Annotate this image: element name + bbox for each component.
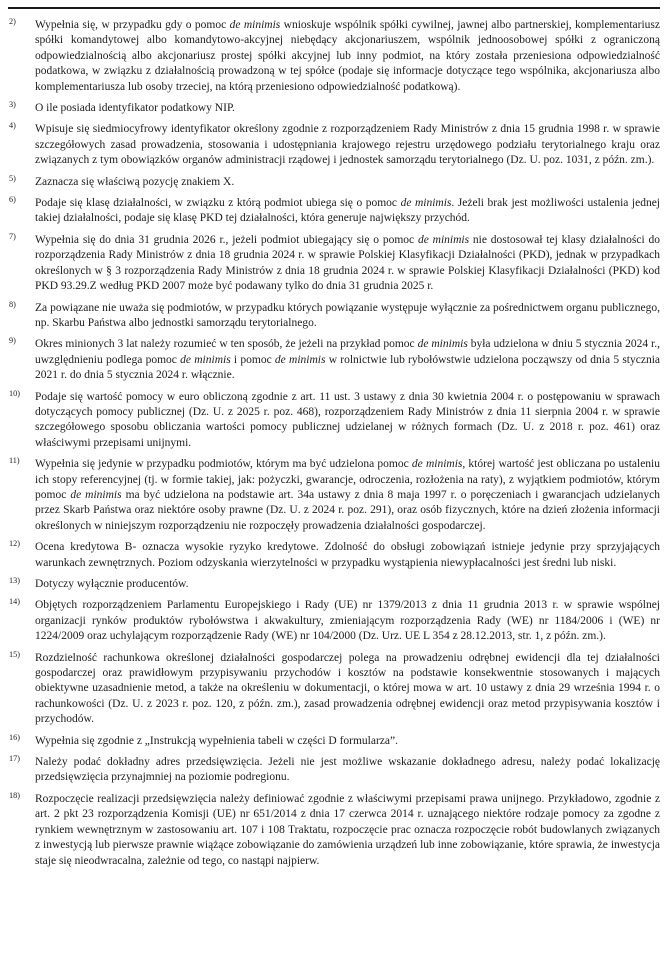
footnote-text (35, 123, 660, 166)
plain-text: Rozpoczęcie realizacji przedsięwzięcia należy definiować zgodnie z właściwymi przepisami prawa unijnego. Przykładowo, zgodnie z art. 2 pkt 23 rozporządzenia Komisji (UE) nr 651/2014 z dnia 17 czerwca 2014 r. uznającego niektóre rodzaje pomocy za zgodne z rynkiem wewnętrznym w zastosowaniu art. 107 i 108 Traktatu, rozpoczęcie prac oznacza rozpoczęcie robót budowlanych związanych z inwestycją lub pierwsze prawnie wiążące zobowiązanie do zamówienia urządzeń lub inne zobowiązanie, które sprawia, że inwestycja staje się nieodwracalna, zależnie od tego, co nastąpi najpierw. (35, 792, 660, 867)
footnote (8, 755, 660, 786)
plain-text: , której wartość jest obliczana po ustaleniu ich stopy referencyjnej (tj. w formie takiej, jak: pożyczki, gwarancje, odroczenia, rozłożenia na raty), z wyjątkiem podmiotów, którym pomoc (35, 458, 660, 501)
footnote-marker: 10) (9, 388, 20, 398)
footnote-marker: 17) (9, 754, 20, 764)
plain-text: Należy podać dokładny adres przedsięwzięcia. Jeżeli nie jest możliwe wskazanie dokładnego adresu, należy podać lokalizację przedsięwzięcia przynajmniej na poziomie podregionu. (35, 756, 660, 784)
footnote-text (35, 19, 660, 93)
footnote (8, 792, 660, 869)
plain-text: . Jeżeli brak jest możliwości ustalenia jednej takiej działalności, podaje się klasę PKD tej działalności, która generuje największy przychód. (35, 197, 661, 225)
plain-text: Zaznacza się właściwą pozycję znakiem X. (35, 175, 235, 188)
footnote (8, 233, 660, 295)
footnote-text (35, 793, 660, 867)
emphasis-text: de minimis (229, 19, 281, 31)
plain-text: w rolnictwie lub rybołówstwie udzielona począwszy od dnia 5 stycznia 2021 r. do dnia 5 stycznia 2024 r. włącznie. (35, 353, 661, 382)
footnote-marker: 3) (9, 100, 16, 110)
footnote (8, 577, 660, 592)
footnote-text (35, 338, 660, 381)
footnote (8, 651, 660, 728)
footnote-marker: 11) (9, 456, 20, 466)
footnote-text (35, 391, 660, 449)
emphasis-text: de minimis (417, 338, 468, 351)
footnote (8, 598, 660, 644)
footnote-marker: 14) (9, 597, 20, 607)
footnote-text (35, 578, 189, 590)
plain-text: Za powiązane nie uważa się podmiotów, w przypadku których powiązanie występuje wyłącznie za pośrednictwem organu publicznego, np. Skarbu Państwa albo jednostki samorządu terytorialnego. (35, 301, 660, 329)
plain-text: Podaje się wartość pomocy w euro obliczoną zgodnie z art. 11 ust. 3 ustawy z dnia 30 kwietnia 2004 r. o postępowaniu w sprawach dotyczących pomocy publicznej (Dz. U. z 2025 r. poz. 468), rozporządzeniem Rady Ministrów z dnia 11 sierpnia 2004 r. w sprawie szczegółowego sposobu obliczania wartości pomocy publicznej udzielanej w różnych formach (Dz. U. z 2018 r. poz. 461) oraz właściwymi przepisami unijnymi. (35, 390, 660, 449)
plain-text: O ile posiada identyfikator podatkowy NIP. (35, 102, 235, 115)
footnote-text (35, 735, 398, 747)
emphasis-text: de minimis (70, 488, 122, 501)
footnote-marker: 6) (9, 195, 16, 205)
footnote-marker: 15) (9, 649, 20, 659)
plain-text: Dotyczy wyłącznie producentów. (35, 578, 189, 590)
footnote-text (35, 458, 660, 532)
emphasis-text: de minimis (400, 197, 452, 210)
footnote (8, 337, 660, 383)
footnote (8, 301, 660, 332)
plain-text: Objętych rozporządzeniem Parlamentu Europejskiego i Rady (UE) nr 1379/2013 z dnia 11 grudnia 2013 r. w sprawie wspólnej organizacji rynków produktów rybołówstwa i akwakultury, zmieniającym rozporządzenia Rady (WE) nr 1184/2006 i (WE) nr 1224/2009 oraz uchylającym rozporządzenie Rady (WE) nr 104/2000 (Dz. Urz. UE L 354 z 28.12.2013, str. 1, z późn. zm.). (35, 599, 660, 643)
emphasis-text: de minimis (417, 233, 470, 246)
plain-text: Ocena kredytowa B- oznacza wysokie ryzyko kredytowe. Zdolność do obsługi zobowiązań istnieje jedynie przy sprzyjających warunkach zewnętrznych. Poziom odzyskania wierzytelności w przypadku wystąpienia niewypłacalności jest średni lub niski. (35, 541, 660, 569)
plain-text: i pomoc (230, 353, 275, 366)
footnote-marker: 9) (9, 336, 16, 346)
footnote-text (35, 541, 660, 568)
footnote-text (35, 234, 660, 292)
footnote (8, 734, 660, 749)
footnote (8, 18, 660, 95)
footnote-marker: 16) (9, 732, 20, 742)
plain-text: Wpisuje się siedmiocyfrowy identyfikator określony zgodnie z rozporządzeniem Rady Ministrów z dnia 15 grudnia 1998 r. w sprawie szczegółowych zasad prowadzenia, stosowania i udostępniania krajowego rejestru urzędowego podziału terytorialnego kraju oraz związanych z tym obowiązków organów administracji rządowej i jednostek samorządu terytorialnego (Dz. U. poz. 1031, z późn. zm.). (35, 123, 660, 167)
footnote (8, 101, 660, 116)
plain-text: ma być udzielona na podstawie art. 34a ustawy z dnia 8 maja 1997 r. o poręczeniach i gwarancjach udzielanych przez Skarb Państwa oraz niektóre osoby prawne (Dz. U. z 2024 r. poz. 291), oraz osób fizycznych, które na dzień złożenia informacji określonych w niniejszym rozporządzeniu nie rozpoczęły prowadzenia działalności gospodarczej. (35, 488, 660, 532)
footnote (8, 457, 660, 534)
footnotes-list (8, 18, 660, 869)
footnote-text (35, 197, 660, 224)
footnote (8, 122, 660, 168)
plain-text: wnioskuje wspólnik spółki cywilnej, jawnej albo partnerskiej, komplementariusz spółki komandytowej albo komandytowo-akcyjnej niebędący akcjonariuszem, wspólnik jednoosobowej spółki z ograniczoną odpowiedzialnością albo akcjonariusz prostej spółki akcyjnej lub inny podmiot, na który została przeniesiona odpowiedzialność podatkowa, w związku z działalnością prowadzoną w tej spółce (podaje się informacje dotyczące tego wspólnika, akcjonariusza albo komplementariusza lub osoby trzeciej, na którą przeniesiono odpowiedzialność podatkową). (35, 19, 660, 93)
footnote (8, 390, 660, 452)
emphasis-text: de minimis (411, 458, 463, 471)
footnote-text (35, 176, 234, 188)
footnote-marker: 18) (9, 790, 20, 800)
footnote-marker: 2) (9, 17, 16, 26)
plain-text: Okres minionych 3 lat należy rozumieć w ten sposób, że jeżeli na przykład pomoc (35, 338, 418, 351)
footnote-text (35, 652, 660, 726)
plain-text: Wypełnia się jedynie w przypadku podmiotów, którym ma być udzielona pomoc (35, 458, 412, 471)
footnote-marker: 13) (9, 576, 20, 585)
footnote (8, 175, 660, 190)
footnote-text (35, 599, 660, 642)
plain-text: Wypełnia się, w przypadku gdy o pomoc (35, 19, 230, 31)
footnote-marker: 5) (9, 173, 16, 183)
footnote-text (35, 756, 660, 783)
plain-text: była udzielona w dniu 5 stycznia 2024 r., uwzględnieniu podlega pomoc (35, 338, 660, 366)
top-divider (8, 7, 660, 9)
footnote-marker: 12) (9, 539, 20, 549)
footnote-marker: 7) (9, 231, 16, 241)
footnote (8, 540, 660, 571)
emphasis-text: de minimis (274, 353, 326, 366)
plain-text: Rozdzielność rachunkowa określonej działalności gospodarczej polega na prowadzeniu odrębnej ewidencji dla tej działalności gospodarczej oraz prawidłowym przypisywaniu przychodów i kosztów na podstawie konsekwentnie stosowanych i mających obiektywne uzasadnienie metod, a także na określeniu w dokumentacji, o której mowa w art. 10 ustawy z dnia 29 września 1994 r. o rachunkowości (Dz. U. z 2023 r. poz. 120, z późn. zm.), zasad prowadzenia odrębnej ewidencji oraz metod przypisywania kosztów i przychodów. (35, 651, 660, 726)
emphasis-text: de minimis (180, 353, 231, 366)
footnote-marker: 4) (9, 121, 16, 131)
footnote-marker: 8) (9, 299, 16, 309)
footnote (8, 196, 660, 227)
footnote-text (35, 102, 235, 114)
plain-text: Wypełnia się zgodnie z „Instrukcją wypełnienia tabeli w części D formularza”. (35, 734, 398, 747)
plain-text: nie dostosował tej klasy działalności do rozporządzenia Rady Ministrów z dnia 18 grudnia 2024 r. w sprawie Polskiej Klasyfikacji Działalności (PKD), jednak w przypadkach określonych w § 3 rozporządzenia Rady Ministrów z dnia 18 grudnia 2024 r. w sprawie Polskiej Klasyfikacji Działalności (PKD) kod PKD 93.29.Z według PKD 2007 może być podawany tylko do dnia 31 grudnia 2025 r. (35, 233, 660, 293)
footnote-text (35, 302, 660, 329)
plain-text: Wypełnia się do dnia 31 grudnia 2026 r., jeżeli podmiot ubiegający się o pomoc (35, 233, 418, 246)
plain-text: Podaje się klasę działalności, w związku z którą podmiot ubiega się o pomoc (35, 197, 401, 210)
